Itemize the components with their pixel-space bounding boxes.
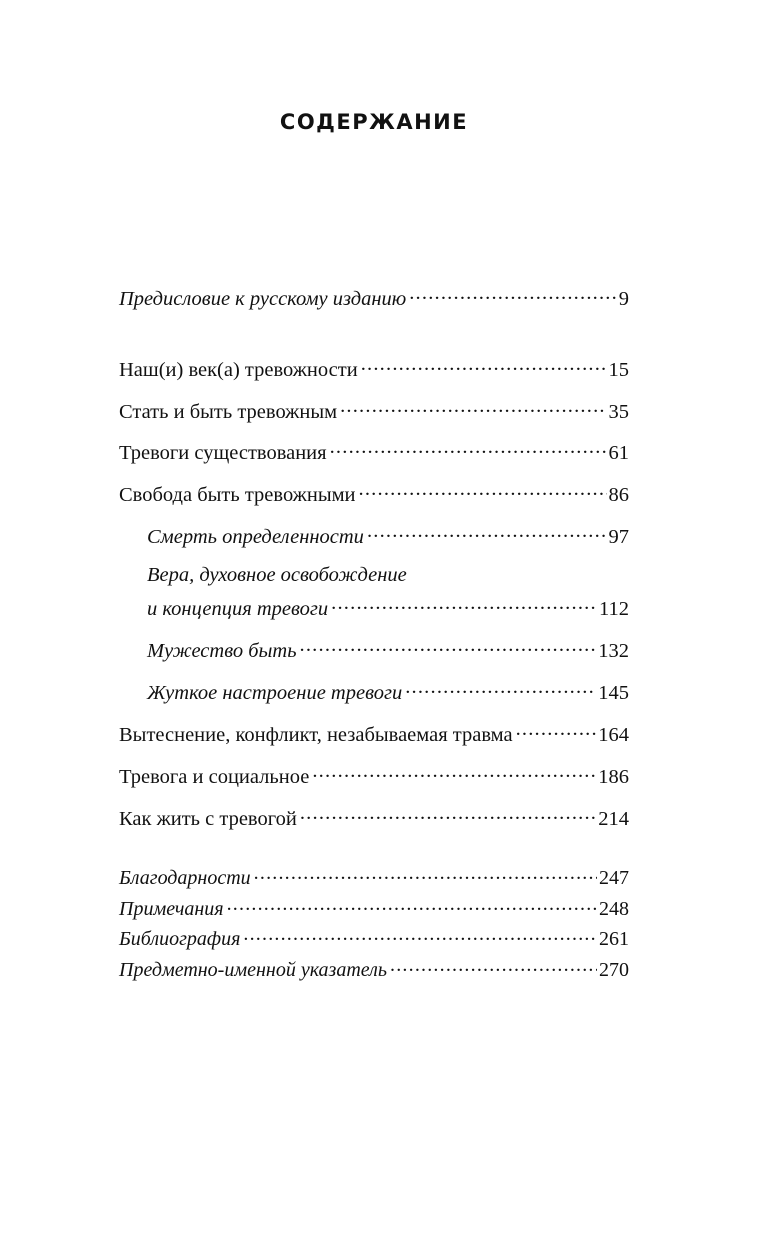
toc-leader-dots <box>330 438 607 459</box>
toc-leader-dots <box>405 678 596 699</box>
toc-entry-title: Свобода быть тревожными <box>119 483 356 506</box>
toc-entry-title: Стать и быть тревожным <box>119 400 338 423</box>
toc-entry-title: Благодарности <box>119 867 251 889</box>
page-title: СОДЕРЖАНИЕ <box>279 110 469 134</box>
toc-entry-title: Предметно-именной указатель <box>119 959 388 981</box>
toc-entry-title: Жуткое настроение тревоги <box>147 681 403 704</box>
toc-entry-title: Мужество быть <box>147 639 297 662</box>
toc-entry-title: Как жить с тревогой <box>119 807 297 830</box>
toc-entry-title: Предисловие к русскому изданию <box>119 287 407 310</box>
toc-leader-dots <box>300 636 597 657</box>
toc-entry-preface[interactable] <box>119 284 629 309</box>
toc-entry-title: Библиография <box>119 928 241 950</box>
toc-entry-title: Смерть определенности <box>147 525 364 548</box>
toc-entry-page: 9 <box>618 287 629 310</box>
toc-entry-backmatter[interactable] <box>119 895 629 919</box>
toc-entry-backmatter[interactable] <box>119 956 629 980</box>
toc-entry-page: 214 <box>598 807 629 830</box>
toc-entry-subchapter[interactable] <box>147 594 629 619</box>
toc-entry-chapter[interactable] <box>119 480 629 505</box>
toc-entry-subchapter[interactable] <box>147 522 629 547</box>
toc-leader-dots <box>359 480 607 501</box>
toc-entry-page: 261 <box>599 928 629 950</box>
toc-entry-page: 35 <box>608 400 629 423</box>
toc-entry-page: 86 <box>608 483 629 506</box>
toc-entry-chapter[interactable] <box>119 355 629 380</box>
toc-entry-page: 248 <box>599 898 629 920</box>
toc-leader-dots <box>312 762 596 783</box>
toc-leader-dots <box>361 355 607 376</box>
toc-entry-page: 186 <box>598 765 629 788</box>
toc-entry-backmatter[interactable] <box>119 864 629 888</box>
toc-entry-chapter[interactable] <box>119 804 629 829</box>
toc-entry-title: Примечания <box>119 898 224 920</box>
toc-leader-dots <box>243 925 597 945</box>
toc-entry-page: 270 <box>599 959 629 981</box>
toc-leader-dots <box>390 956 597 976</box>
toc-entry-title: Тревоги существования <box>119 441 327 464</box>
toc-entry-page: 15 <box>608 358 629 381</box>
toc-leader-dots <box>227 895 597 915</box>
toc-entry-subchapter[interactable] <box>147 636 629 661</box>
toc-leader-dots <box>300 804 596 825</box>
toc-leader-dots <box>409 284 617 305</box>
toc-entry-page: 61 <box>608 441 629 464</box>
toc-entry-chapter[interactable] <box>119 397 629 422</box>
toc-entry-title: и концепция тревоги <box>147 597 329 620</box>
toc-entry-chapter[interactable] <box>119 438 629 463</box>
toc-entry-subchapter[interactable] <box>147 678 629 703</box>
toc-entry-page: 247 <box>599 867 629 889</box>
toc-leader-dots <box>340 397 606 418</box>
toc-entry-title: Наш(и) век(а) тревожности <box>119 358 358 381</box>
toc-entry-page: 132 <box>598 639 629 662</box>
toc-leader-dots <box>331 594 597 615</box>
toc-leader-dots <box>516 720 597 741</box>
toc-entry-page: 164 <box>598 723 629 746</box>
toc-entry-backmatter[interactable] <box>119 925 629 949</box>
toc-leader-dots <box>367 522 607 543</box>
toc-entry-chapter[interactable] <box>119 762 629 787</box>
toc-leader-dots <box>254 864 597 884</box>
toc-entry-title-line1[interactable]: Вера, духовное освобождение <box>147 564 407 586</box>
toc-entry-page: 145 <box>598 681 629 704</box>
toc-entry-title: Тревога и социальное <box>119 765 310 788</box>
toc-entry-title: Вытеснение, конфликт, незабываемая травма <box>119 723 513 746</box>
toc-entry-page: 97 <box>608 525 629 548</box>
toc-entry-page: 112 <box>599 597 629 620</box>
toc-entry-chapter[interactable] <box>119 720 629 745</box>
